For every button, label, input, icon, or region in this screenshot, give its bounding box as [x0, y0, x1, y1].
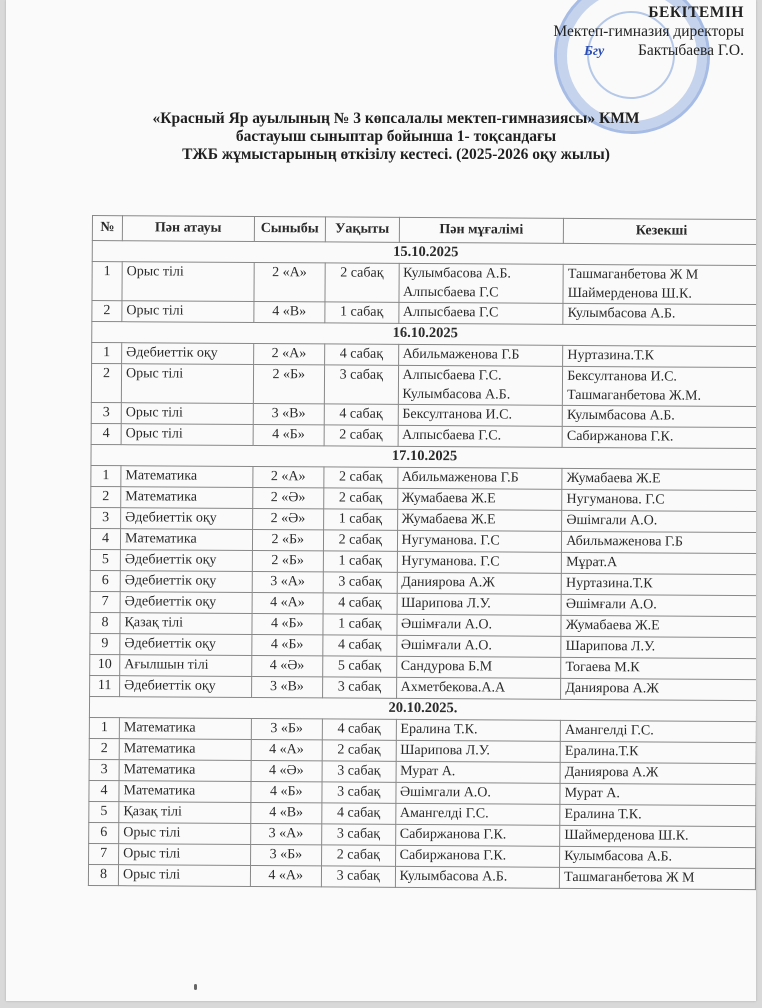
- row-class: 3 «Б»: [251, 718, 323, 739]
- row-teacher: [397, 551, 562, 573]
- row-teacher-line: Алпысбаева Г.С.: [402, 367, 502, 384]
- row-teacher-line: Ералина Т.К.: [400, 721, 478, 738]
- row-subject: Математика: [121, 487, 253, 509]
- row-class: 4 «Ә»: [251, 655, 323, 676]
- row-num: 9: [90, 633, 120, 654]
- row-time: 2 сабақ: [322, 845, 396, 866]
- row-subject: Орыс тілі: [121, 364, 253, 404]
- row-num: 3: [89, 759, 119, 780]
- scan-speck: [194, 984, 197, 990]
- title-line-2: бастауыш сыныптар бойынша 1- тоқсандағы: [235, 128, 557, 145]
- row-subject: Қазақ тілі: [120, 613, 252, 635]
- approval-block: [553, 3, 744, 60]
- row-time: 4 сабақ: [322, 803, 396, 824]
- schedule-table: [88, 215, 756, 890]
- row-teacher-line: Даниярова А.Ж: [401, 574, 495, 591]
- row-subject: Әдебиеттік оқу: [120, 550, 252, 572]
- row-time: 4 сабақ: [322, 719, 396, 740]
- row-duty: [561, 678, 756, 700]
- row-num: 8: [90, 612, 120, 633]
- row-duty-line: Кулымбасова А.Б.: [567, 305, 676, 322]
- row-duty: [560, 867, 756, 889]
- row-class: 4 «Б»: [250, 781, 322, 802]
- row-teacher: [396, 677, 561, 699]
- row-duty: [563, 345, 756, 367]
- row-teacher: [396, 656, 561, 678]
- section-date: 17.10.2025: [91, 444, 756, 469]
- row-teacher-line: Нугуманова. Г.С: [401, 532, 500, 549]
- row-teacher: [395, 866, 560, 888]
- row-time: 4 сабақ: [325, 344, 399, 365]
- row-duty-line: Сабиржанова Г.К.: [566, 428, 674, 445]
- row-subject: Орыс тілі: [118, 865, 250, 887]
- row-teacher: [397, 467, 562, 489]
- row-teacher-line: Кулымбасова А.Б.: [403, 265, 512, 282]
- row-duty: [561, 636, 756, 658]
- row-duty: [562, 552, 756, 574]
- row-duty: [563, 303, 756, 325]
- row-duty: [561, 573, 756, 595]
- row-num: 8: [88, 864, 118, 885]
- row-num: 3: [91, 402, 121, 423]
- row-num: 1: [92, 343, 122, 364]
- document-page: [6, 0, 756, 1001]
- row-subject: Математика: [119, 760, 251, 782]
- row-time: 2 сабақ: [325, 263, 399, 302]
- row-num: 1: [92, 262, 122, 301]
- row-class: 2 «Ә»: [252, 487, 324, 508]
- row-duty: [561, 594, 756, 616]
- row-subject: Қазақ тілі: [119, 802, 251, 824]
- row-duty-line: Тогаева М.К: [565, 659, 640, 676]
- row-num: 1: [89, 717, 119, 738]
- row-subject: Орыс тілі: [121, 403, 253, 425]
- document-title: [96, 110, 696, 164]
- row-teacher-line: Алпысбаева Г.С: [403, 284, 499, 301]
- row-teacher-line: Алпысбаева Г.С: [402, 304, 499, 321]
- row-teacher: [396, 761, 561, 783]
- row-duty: [562, 489, 756, 511]
- header-duty: Кезекші: [564, 218, 756, 244]
- row-class: 4 «Б»: [251, 634, 323, 655]
- row-num: 10: [90, 654, 120, 675]
- signature: Бгу: [584, 44, 605, 59]
- row-duty-line: Бексултанова И.С.: [567, 368, 677, 385]
- row-time: 2 сабақ: [322, 740, 396, 761]
- row-duty: [560, 846, 756, 868]
- row-duty-line: Мұрат.А: [566, 554, 618, 571]
- row-teacher: [396, 635, 561, 657]
- row-time: 1 сабақ: [324, 509, 398, 530]
- row-teacher-line: Сабиржанова Г.К.: [399, 826, 507, 843]
- row-class: 4 «А»: [250, 865, 322, 886]
- row-subject: Орыс тілі: [122, 262, 254, 302]
- row-duty-line: Амангелді Г.С.: [565, 722, 654, 739]
- row-duty-line: Ташмаганбетова Ж М: [567, 266, 699, 283]
- row-teacher: [397, 488, 562, 510]
- row-time: 3 сабақ: [322, 761, 396, 782]
- table-row: [92, 262, 756, 305]
- row-duty: [560, 825, 756, 847]
- row-time: 3 сабақ: [324, 365, 398, 404]
- row-time: 3 сабақ: [323, 677, 397, 698]
- row-duty-line: Шаймерденова Ш.К.: [564, 827, 689, 844]
- row-duty-line: Кулымбасова А.Б.: [564, 848, 673, 865]
- row-teacher: [399, 263, 564, 303]
- row-teacher: [398, 302, 563, 324]
- row-duty-line: Ташмаганбетова Ж.М.: [567, 387, 702, 404]
- row-duty-line: Мурат А.: [564, 785, 620, 802]
- row-teacher-line: Амангелді Г.С.: [399, 805, 489, 822]
- row-num: 1: [91, 465, 121, 486]
- row-num: 2: [89, 738, 119, 759]
- row-teacher: [398, 404, 563, 426]
- row-teacher-line: Нугуманова. Г.С: [401, 553, 500, 570]
- row-duty-line: Әшімгали А.О.: [566, 512, 658, 529]
- row-num: 2: [91, 486, 121, 507]
- row-subject: Орыс тілі: [122, 301, 254, 323]
- row-duty: [562, 426, 756, 448]
- row-subject: Әдебиеттік оқу: [122, 343, 254, 365]
- row-class: 4 «Б»: [252, 613, 324, 634]
- row-teacher: [398, 365, 563, 405]
- row-duty-line: Нуртазина.Т.К: [567, 347, 655, 364]
- row-class: 4 «Ә»: [251, 760, 323, 781]
- row-time: 4 сабақ: [323, 635, 397, 656]
- row-teacher-line: Әшімғали А.О.: [400, 637, 492, 654]
- row-num: 11: [90, 675, 120, 696]
- row-num: 7: [90, 591, 120, 612]
- row-duty: [560, 783, 756, 805]
- row-num: 6: [89, 822, 119, 843]
- table-row: [91, 364, 756, 407]
- title-line-3: ТЖБ жұмыстарының өткізілу кестесі. (2025-2026 оқу жылы): [182, 146, 610, 163]
- row-duty-line: Шаймерденова Ш.К.: [567, 285, 692, 302]
- row-num: 4: [91, 423, 121, 444]
- header-num: №: [92, 216, 122, 241]
- table-header-row: [92, 216, 756, 245]
- row-num: 5: [89, 801, 119, 822]
- row-num: 2: [92, 301, 122, 322]
- row-duty-line: Нуртазина.Т.К: [565, 575, 653, 592]
- row-time: 2 сабақ: [324, 488, 398, 509]
- row-subject: Әдебиеттік оқу: [120, 676, 252, 698]
- row-time: 3 сабақ: [323, 572, 397, 593]
- row-teacher: [396, 614, 561, 636]
- row-subject: Математика: [120, 529, 252, 551]
- row-time: 4 сабақ: [323, 593, 397, 614]
- approval-name: Бактыбаева Г.О.: [638, 42, 744, 59]
- row-class: 2 «А»: [253, 343, 325, 364]
- row-class: 3 «А»: [252, 571, 324, 592]
- row-duty-line: Әшімғали А.О.: [565, 596, 657, 613]
- row-duty-line: Кулымбасова А.Б.: [566, 407, 675, 424]
- row-teacher-line: Ахметбекова.А.А: [400, 679, 506, 696]
- row-teacher-line: Жумабаева Ж.Е: [401, 490, 496, 507]
- row-time: 1 сабақ: [323, 614, 397, 635]
- row-class: 4 «В»: [253, 301, 325, 322]
- row-duty: [561, 657, 756, 679]
- row-class: 3 «Б»: [250, 844, 322, 865]
- row-teacher: [395, 803, 560, 825]
- row-subject: Орыс тілі: [119, 823, 251, 845]
- row-teacher: [395, 845, 560, 867]
- row-duty-line: Жумабаева Ж.Е: [565, 617, 660, 634]
- row-class: 2 «Ә»: [252, 508, 324, 529]
- row-duty-line: Даниярова А.Ж: [565, 680, 659, 697]
- row-class: 2 «А»: [254, 262, 326, 301]
- row-class: 2 «Б»: [252, 550, 324, 571]
- row-class: 2 «Б»: [252, 529, 324, 550]
- row-class: 3 «А»: [250, 823, 322, 844]
- row-class: 3 «В»: [253, 403, 325, 424]
- row-class: 4 «А»: [251, 739, 323, 760]
- row-time: 2 сабақ: [323, 530, 397, 551]
- row-duty-line: Шарипова Л.У.: [565, 638, 656, 655]
- row-duty: [560, 804, 756, 826]
- row-teacher-line: Абильмаженова Г.Б: [402, 346, 520, 363]
- title-line-1: «Красный Яр ауылының № 3 көпсалалы мектеп-гимназиясы» КММ: [152, 110, 640, 127]
- row-time: 1 сабақ: [323, 551, 397, 572]
- row-teacher-line: Алпысбаева Г.С.: [402, 427, 502, 444]
- row-subject: Орыс тілі: [121, 424, 253, 446]
- section-date: 16.10.2025: [92, 322, 756, 347]
- row-class: 3 «В»: [251, 676, 323, 697]
- row-teacher-line: Бексултанова И.С.: [402, 406, 513, 423]
- row-time: 3 сабақ: [321, 866, 395, 887]
- row-time: 2 сабақ: [324, 425, 398, 446]
- row-num: 2: [91, 364, 121, 403]
- row-teacher-line: Әшімғали А.О.: [401, 616, 493, 633]
- row-duty: [562, 531, 756, 553]
- row-teacher-line: Шарипова Л.У.: [400, 742, 490, 759]
- row-duty-line: Нугуманова. Г.С: [566, 491, 665, 508]
- row-num: 7: [89, 843, 119, 864]
- approval-position: Мектеп-гимназия директоры: [553, 23, 744, 40]
- row-subject: Әдебиеттік оқу: [120, 634, 252, 656]
- header-teacher: Пән мұғалімі: [399, 217, 564, 243]
- row-duty-line: Даниярова А.Ж: [564, 764, 659, 781]
- row-subject: Математика: [119, 739, 251, 761]
- row-time: 3 сабақ: [322, 782, 396, 803]
- approval-heading: БЕКІТЕМІН: [648, 4, 744, 21]
- header-class: Сыныбы: [254, 216, 326, 241]
- section-date: 20.10.2025.: [89, 696, 756, 721]
- row-subject: Математика: [119, 718, 251, 740]
- row-time: 1 сабақ: [325, 302, 399, 323]
- row-num: 4: [89, 780, 119, 801]
- row-subject: Математика: [119, 781, 251, 803]
- row-time: 3 сабақ: [322, 824, 396, 845]
- row-teacher-line: Кулымбасова А.Б.: [402, 386, 511, 403]
- row-subject: Әдебиеттік оқу: [121, 508, 253, 530]
- row-duty: [562, 510, 756, 532]
- row-class: 4 «Б»: [253, 424, 325, 445]
- row-time: 5 сабақ: [323, 656, 397, 677]
- row-duty: [560, 762, 756, 784]
- row-teacher: [397, 593, 562, 615]
- row-teacher: [395, 782, 560, 804]
- header-time: Уақыты: [325, 217, 399, 242]
- row-duty: [561, 720, 756, 742]
- row-duty-line: Ералина Т.К.: [564, 806, 642, 823]
- row-duty: [562, 405, 756, 427]
- row-time: 2 сабақ: [324, 467, 398, 488]
- row-num: 3: [91, 507, 121, 528]
- row-num: 5: [90, 549, 120, 570]
- row-teacher-line: Мурат А.: [400, 763, 456, 780]
- schedule-body: [88, 241, 756, 890]
- row-class: 2 «Б»: [253, 364, 325, 403]
- row-duty-line: Абильмаженова Г.Б: [566, 533, 684, 550]
- row-subject: Ағылшын тілі: [120, 655, 252, 677]
- row-duty: [562, 468, 756, 490]
- row-class: 2 «А»: [252, 466, 324, 487]
- row-teacher: [397, 509, 562, 531]
- row-duty: [563, 366, 756, 406]
- row-subject: Математика: [121, 466, 253, 488]
- row-num: 4: [90, 528, 120, 549]
- row-teacher: [397, 530, 562, 552]
- row-teacher-line: Кулымбасова А.Б.: [399, 868, 508, 885]
- row-duty: [560, 741, 756, 763]
- row-duty: [561, 615, 756, 637]
- table-row: [88, 864, 755, 889]
- row-duty: [563, 264, 756, 304]
- row-teacher: [396, 719, 561, 741]
- row-teacher-line: Әшімгали А.О.: [399, 784, 491, 801]
- row-subject: Орыс тілі: [119, 844, 251, 866]
- row-teacher-line: Шарипова Л.У.: [401, 595, 491, 612]
- row-teacher-line: Сандурова Б.М: [400, 658, 493, 675]
- row-teacher-line: Сабиржанова Г.К.: [399, 847, 507, 864]
- section-date: 15.10.2025: [92, 241, 756, 266]
- row-teacher: [397, 572, 562, 594]
- row-time: 4 сабақ: [324, 404, 398, 425]
- header-subject: Пән атауы: [122, 216, 254, 242]
- row-subject: Әдебиеттік оқу: [120, 571, 252, 593]
- row-duty-line: Ералина.Т.К: [564, 743, 639, 760]
- row-teacher: [398, 344, 563, 366]
- row-class: 4 «А»: [252, 592, 324, 613]
- row-class: 4 «В»: [250, 802, 322, 823]
- row-teacher: [398, 425, 563, 447]
- row-teacher-line: Жумабаева Ж.Е: [401, 511, 496, 528]
- row-duty-line: Ташмаганбетова Ж М: [564, 869, 695, 886]
- row-teacher-line: Абильмаженова Г.Б: [401, 469, 519, 486]
- row-subject: Әдебиеттік оқу: [120, 592, 252, 614]
- row-num: 6: [90, 570, 120, 591]
- row-duty-line: Жумабаева Ж.Е: [566, 470, 661, 487]
- row-teacher: [395, 824, 560, 846]
- row-teacher: [396, 740, 561, 762]
